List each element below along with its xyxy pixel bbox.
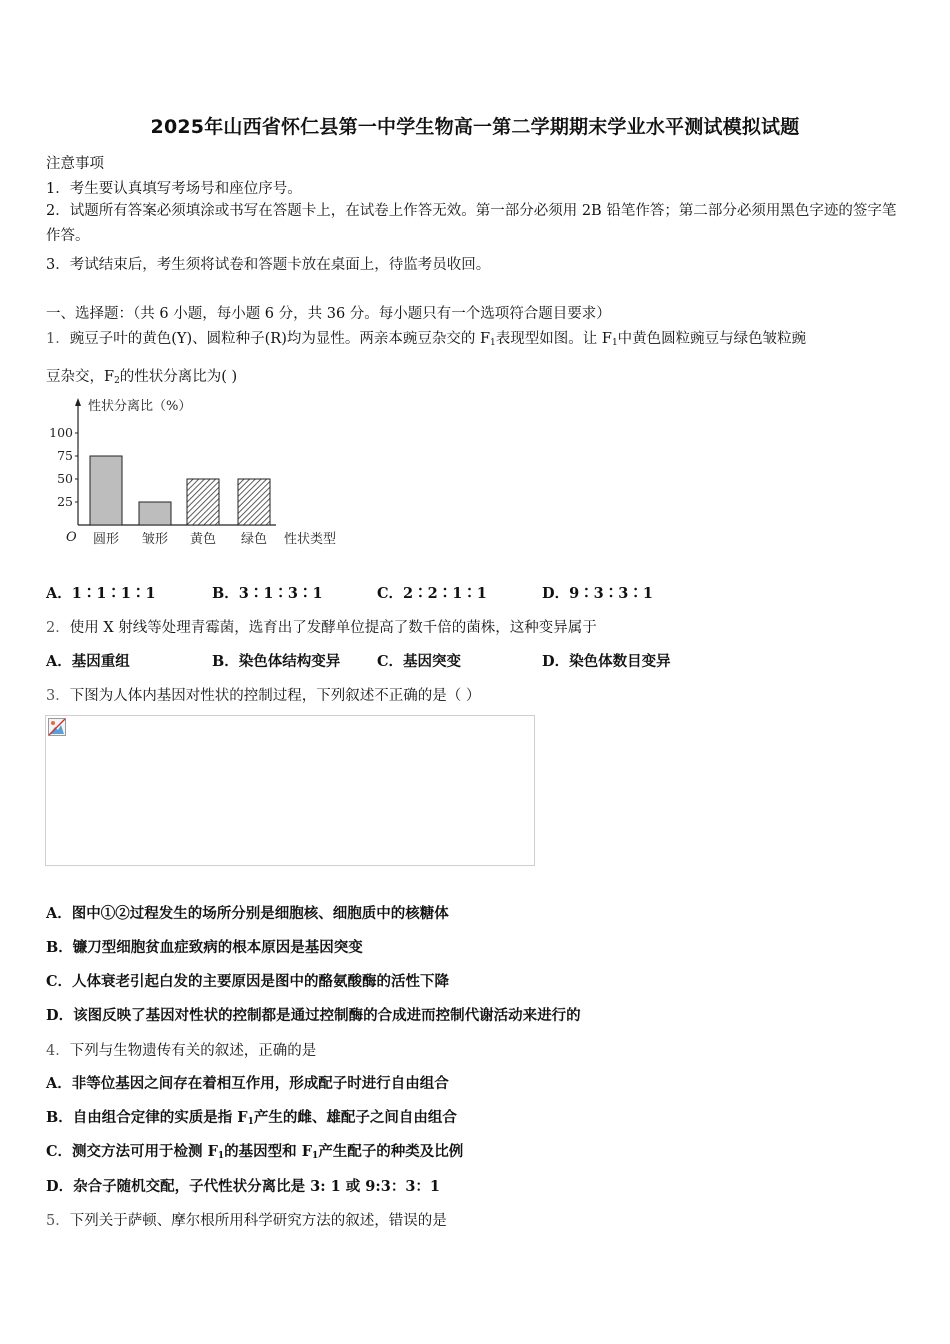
x-category-label: 绿色 [240, 532, 268, 547]
y-axis-label: 性状分离比（%） [88, 399, 192, 414]
subscript: 1 [490, 338, 496, 348]
subscript: 1 [312, 1151, 319, 1161]
q1-option-d[interactable]: D．9∶3∶3∶1 [542, 585, 653, 602]
option-text: C．测交方法可用于检测 F [46, 1143, 218, 1160]
q3-figure-placeholder [45, 715, 535, 866]
question-number: 4． [46, 1043, 70, 1059]
subscript: 1 [611, 338, 618, 348]
question-text: 下列关于萨顿、摩尔根所用科学研究方法的叙述，错误的是 [69, 1213, 447, 1229]
notice-item-3: 3．考试结束后，考生须将试卷和答题卡放在桌面上，待监考员收回。 [46, 257, 491, 273]
notice-item-2: 2．试题所有答案必须填涂或书写在答题卡上，在试卷上作答无效。第一部分必须用 2B 铅笔作答；第二部分必须用黑色字迹的签字笔作答。 [46, 203, 897, 244]
bar-圆形 [90, 456, 122, 525]
q3-option-d[interactable]: D．该图反映了基因对性状的控制都是通过控制酶的合成进而控制代谢活动来进行的 [46, 1007, 581, 1024]
bar-皱形 [139, 502, 171, 525]
question-3 [46, 684, 480, 705]
notice-heading: 注意事项 [46, 156, 104, 172]
q2-option-b[interactable]: B．染色体结构变异 [212, 653, 341, 670]
q4-option-c[interactable] [46, 1140, 463, 1161]
y-tick-label: 50 [57, 471, 73, 486]
q4-option-d[interactable]: D．杂合子随机交配，子代性状分离比是 3: 1 或 9:3：3：1 [46, 1178, 441, 1195]
q4-option-a[interactable]: A．非等位基因之间存在着相互作用，形成配子时进行自由组合 [46, 1075, 449, 1092]
question-number: 3． [46, 688, 70, 704]
option-text: 产生配子的种类及比例 [318, 1143, 464, 1160]
y-tick-label: 25 [57, 494, 73, 509]
question-text: 豆杂交，F [46, 369, 115, 385]
origin-label: O [66, 530, 77, 545]
section-heading: 一、选择题：（共 6 小题，每小题 6 分，共 36 分。每小题只有一个选项符合题目要求） [46, 306, 611, 322]
subscript: 2 [114, 376, 120, 386]
q3-option-a[interactable]: A．图中①②过程发生的场所分别是细胞核、细胞质中的核糖体 [46, 905, 449, 922]
question-number: 2． [46, 620, 70, 636]
bar-绿色 [238, 479, 270, 525]
y-tick-label: 100 [49, 425, 73, 440]
question-1-line-1 [46, 327, 806, 348]
question-text: 使用 X 射线等处理青霉菌，选育出了发酵单位提高了数千倍的菌株，这种变异属于 [69, 620, 597, 636]
q1-bar-chart [44, 390, 364, 555]
y-axis-arrow [75, 398, 81, 406]
q2-option-a[interactable]: A．基因重组 [46, 653, 130, 670]
x-axis-label: 性状类型 [284, 532, 337, 547]
x-category-label: 圆形 [92, 532, 120, 547]
question-text: 下图为人体内基因对性状的控制过程，下列叙述不正确的是（ ） [69, 688, 481, 704]
question-number: 1． [46, 331, 70, 347]
q4-option-b[interactable] [46, 1106, 457, 1127]
question-text: 豌豆子叶的黄色(Y)、圆粒种子(R)均为显性。两亲本豌豆杂交的 F [69, 331, 491, 347]
q3-option-b[interactable]: B．镰刀型细胞贫血症致病的根本原因是基因突变 [46, 939, 363, 956]
subscript: 1 [217, 1151, 225, 1161]
x-category-label: 皱形 [141, 532, 169, 547]
question-4 [46, 1039, 316, 1060]
question-1-line-2 [46, 365, 237, 386]
question-2 [46, 616, 597, 637]
q2-option-d[interactable]: D．染色体数目变异 [542, 653, 671, 670]
option-text: 的基因型和 F [224, 1143, 312, 1160]
question-text: 下列与生物遗传有关的叙述，正确的是 [69, 1043, 317, 1059]
q1-option-a[interactable]: A．1∶1∶1∶1 [46, 585, 156, 602]
q1-option-b[interactable]: B．3∶1∶3∶1 [212, 585, 323, 602]
question-text: 中黄色圆粒豌豆与绿色皱粒豌 [617, 331, 807, 347]
notice-item-1: 1．考生要认真填写考场号和座位序号。 [46, 181, 302, 197]
bar-黄色 [187, 479, 219, 525]
option-text: B．自由组合定律的实质是指 F [46, 1109, 248, 1126]
y-tick-label: 75 [57, 448, 73, 463]
question-text: 表现型如图。让 F [495, 331, 612, 347]
q1-option-c[interactable]: C．2∶2∶1∶1 [377, 585, 487, 602]
x-category-label: 黄色 [189, 532, 217, 547]
broken-image-icon [48, 718, 66, 736]
question-text: 的性状分离比为( ) [119, 369, 238, 385]
q3-option-c[interactable]: C．人体衰老引起白发的主要原因是图中的酪氨酸酶的活性下降 [46, 973, 450, 990]
question-5 [46, 1209, 447, 1230]
option-text: 产生的雌、雄配子之间自由组合 [253, 1109, 457, 1126]
page-title: 2025年山西省怀仁县第一中学生物高一第二学期期末学业水平测试模拟试题 [150, 116, 800, 138]
question-number: 5． [46, 1213, 70, 1229]
subscript: 1 [247, 1117, 254, 1127]
q2-option-c[interactable]: C．基因突变 [377, 653, 462, 670]
